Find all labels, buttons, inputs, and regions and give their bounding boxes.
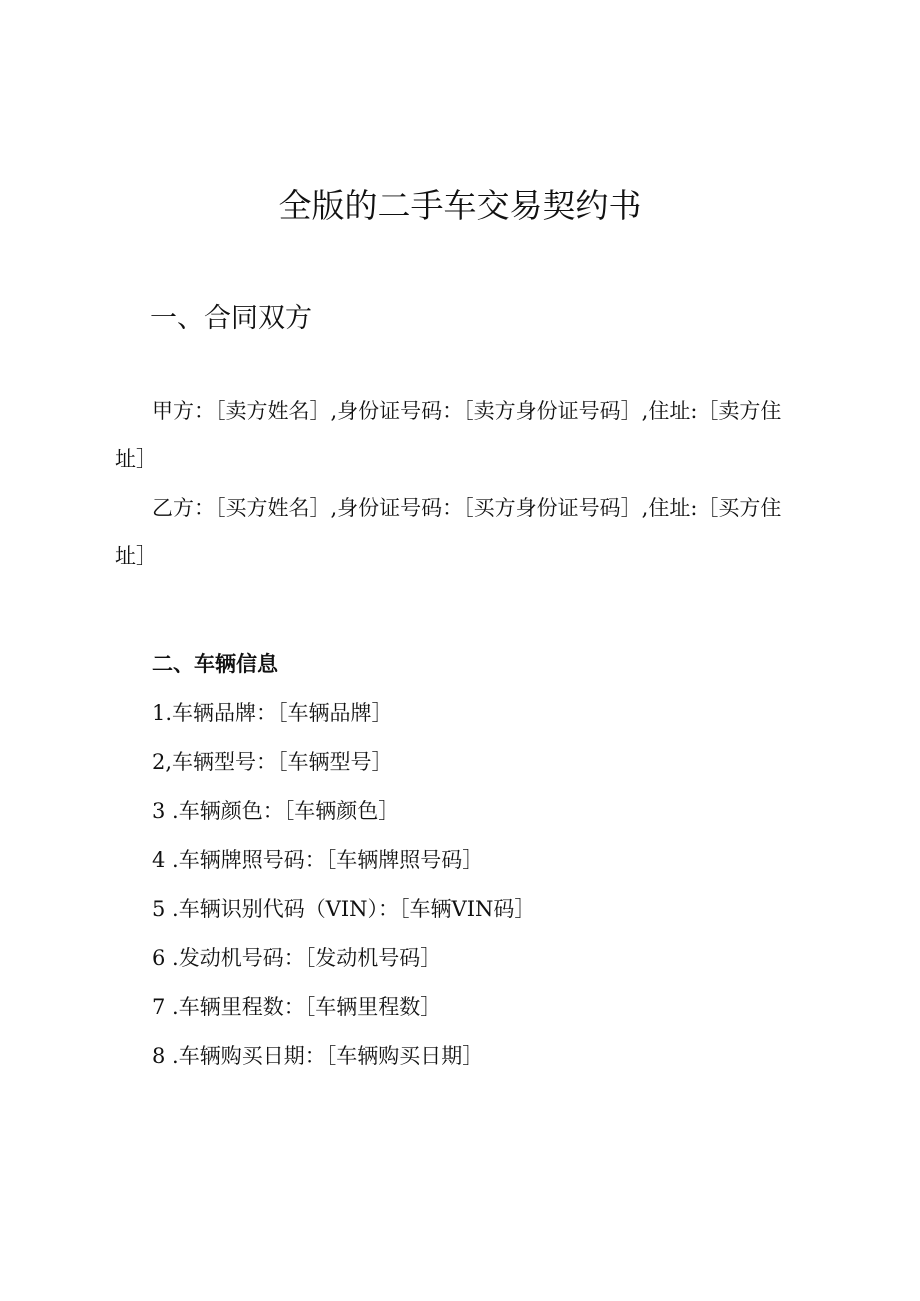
vehicle-info-item-mileage: 7 .车辆里程数：［车辆里程数］ bbox=[152, 995, 442, 1019]
vehicle-info-item-color: 3 .车辆颜色：［车辆颜色］ bbox=[152, 799, 400, 823]
vehicle-info-item-engine: 6 .发动机号码：［发动机号码］ bbox=[152, 946, 442, 970]
party-a-paragraph: 甲方：［卖方姓名］,身份证号码：［卖方身份证号码］,住址:［卖方住址］ bbox=[115, 399, 782, 471]
vehicle-info-list bbox=[152, 692, 535, 1084]
vehicle-info-item-brand: 1.车辆品牌：［车辆品牌］ bbox=[152, 701, 393, 725]
vehicle-info-item-model: 2,车辆型号：［车辆型号］ bbox=[152, 750, 393, 774]
document-title: 全版的二手车交易契约书 bbox=[278, 186, 642, 225]
vehicle-info-item-purchase-date: 8 .车辆购买日期：［车辆购买日期］ bbox=[152, 1044, 484, 1068]
vehicle-info-item-vin: 5 .车辆识别代码（VIN）：［车辆VIN码］ bbox=[152, 897, 536, 921]
section-heading-vehicle-info: 二、车辆信息 bbox=[152, 651, 278, 676]
vehicle-info-item-plate: 4 .车辆牌照号码：［车辆牌照号码］ bbox=[152, 848, 484, 872]
section-heading-parties: 一、合同双方 bbox=[150, 303, 312, 334]
party-b-paragraph: 乙方：［买方姓名］,身份证号码：［买方身份证号码］,住址:［买方住址］ bbox=[115, 496, 782, 568]
